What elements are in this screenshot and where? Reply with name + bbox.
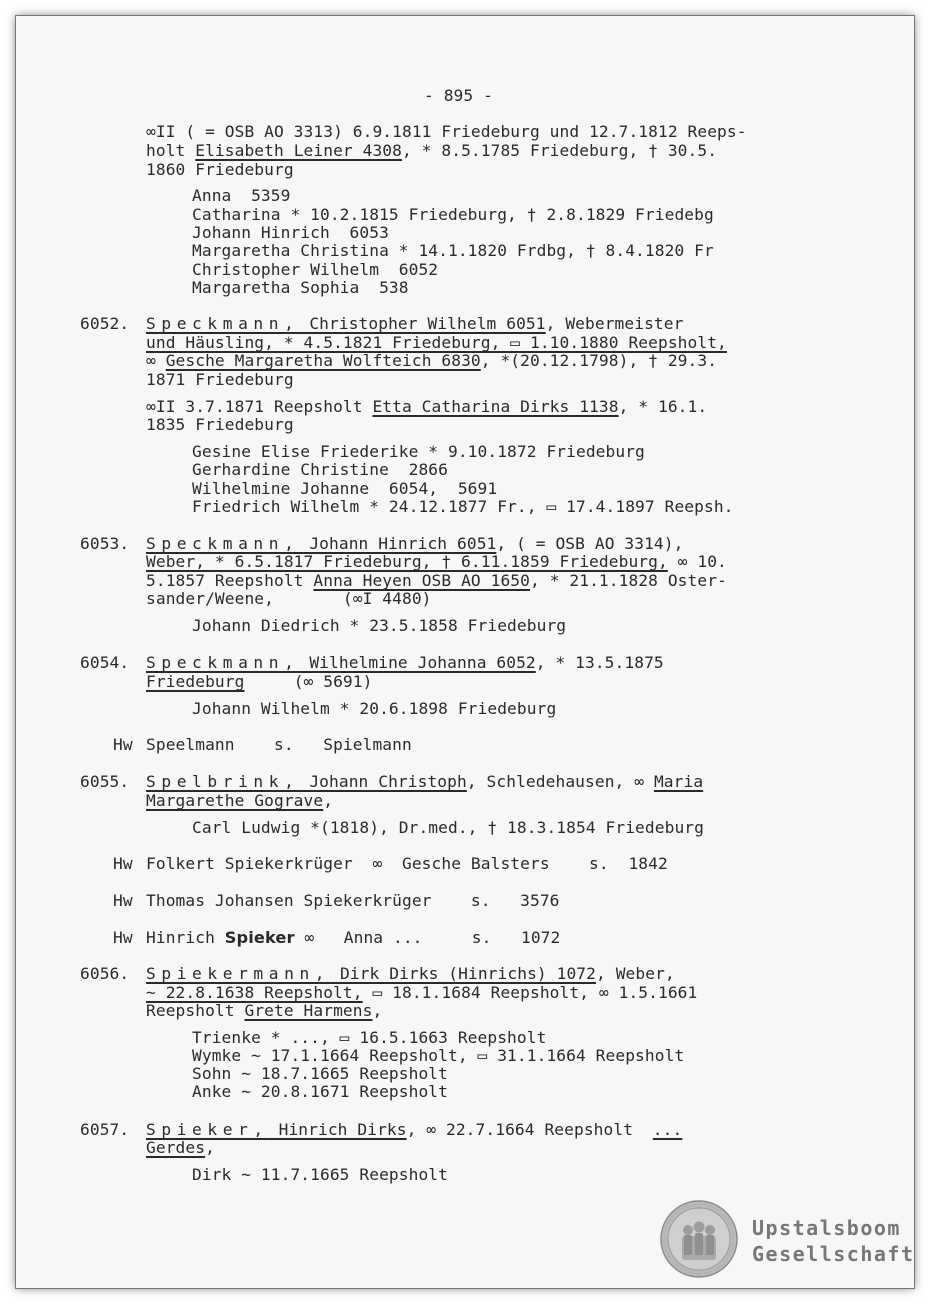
text-part: , [372, 1001, 383, 1020]
surname: Speckmann, [146, 314, 300, 333]
surname: Speckmann, [146, 653, 300, 672]
text-line: 1860 Friedeburg [146, 160, 294, 179]
text-line [146, 673, 372, 691]
cross-reference-text: Speelmann s. Spielmann [146, 735, 412, 754]
text-line [146, 792, 333, 810]
child-line: Johann Hinrich 6053 [192, 223, 389, 242]
text-part: , [205, 1138, 215, 1157]
text-part: Reepsholt [146, 1001, 245, 1020]
child-line: Friedrich Wilhelm * 24.12.1877 Fr., ▭ 17.4.1897 Reepsh. [192, 497, 734, 516]
given-names: Johann Hinrich 6051 [299, 534, 497, 553]
text-part: Hinrich [146, 928, 225, 947]
text-part: , ∞ 22.7.1664 Reepsholt [406, 1120, 653, 1139]
text-line: ∞II ( = OSB AO 3313) 6.9.1811 Friedeburg und 12.7.1812 Reeps- [146, 122, 747, 141]
text-part: holt [146, 141, 196, 160]
entry-number: 6054. [80, 653, 130, 672]
logo-line-1: Upstalsboom [752, 1216, 901, 1240]
entry-heading [146, 315, 683, 333]
text-part: ▭ 18.1.1684 Reepsholt, ∞ 1.5.1661 [362, 983, 698, 1002]
hw-marker: Hw [113, 928, 133, 947]
spouse-name: Grete Harmens [244, 1001, 373, 1020]
text-part: , ( = OSB AO 3314), [496, 534, 684, 553]
text-part: ~ 22.8.1638 Reepsholt, [146, 983, 363, 1002]
spouse-name: Gesche Margaretha Wolfteich 6830 [165, 351, 481, 370]
spouse-name: Gerdes [146, 1138, 206, 1157]
text-line [146, 553, 727, 571]
given-names: Hinrich Dirks [268, 1120, 407, 1139]
text-part: , * 8.5.1785 Friedeburg, † 30.5. [402, 141, 718, 160]
child-line: Margaretha Sophia 538 [192, 278, 409, 297]
entry-number: 6053. [80, 534, 130, 553]
text-part-bold: Spieker [224, 928, 295, 947]
given-names: Wilhelmine Johanna 6052 [299, 653, 536, 672]
child-line: Johann Diedrich * 23.5.1858 Friedeburg [192, 616, 567, 635]
text-line [146, 984, 697, 1002]
child-line: Sohn ~ 18.7.1665 Reepsholt [192, 1064, 448, 1083]
text-line: 1835 Friedeburg [146, 415, 294, 434]
entry-heading [146, 965, 675, 983]
text-line: sander/Weene, (∞I 4480) [146, 589, 432, 608]
surname: Spieker, [146, 1120, 269, 1139]
text-line [146, 142, 717, 160]
cross-reference-text [146, 929, 560, 947]
entry-number: 6057. [80, 1120, 130, 1139]
entry-number: 6052. [80, 314, 130, 333]
child-line: Gesine Elise Friederike * 9.10.1872 Friedeburg [192, 442, 645, 461]
child-line: Gerhardine Christine 2866 [192, 460, 448, 479]
text-part: 5.1857 Reepsholt [146, 571, 314, 590]
text-part: , * 13.5.1875 [535, 653, 664, 672]
hw-marker: Hw [113, 735, 133, 754]
entry-heading [146, 535, 683, 553]
child-line: Anna 5359 [192, 186, 291, 205]
text-line [146, 398, 707, 416]
spouse-name: Maria [653, 772, 704, 791]
text-part: ∞ Anna ... s. 1072 [294, 928, 561, 947]
text-part: Weber, * 6.5.1817 Friedeburg, † 6.11.1859 Friedeburg, [146, 552, 668, 571]
hw-marker: Hw [113, 891, 133, 910]
child-line: Wymke ~ 17.1.1664 Reepsholt, ▭ 31.1.1664 Reepsholt [192, 1046, 685, 1065]
surname: Speckmann, [146, 534, 300, 553]
text-part: , * 16.1. [618, 397, 708, 416]
child-line: Johann Wilhelm * 20.6.1898 Friedeburg [192, 699, 557, 718]
text-part: ∞ [146, 351, 166, 370]
text-part: , Weber, [596, 964, 675, 983]
spouse-name: Elisabeth Leiner 4308 [195, 141, 402, 160]
spouse-name: ... [652, 1120, 683, 1139]
text-part: ∞II 3.7.1871 Reepsholt [146, 397, 373, 416]
text-part: , *(20.12.1798), † 29.3. [480, 351, 718, 370]
entry-heading [146, 654, 664, 672]
given-names: Johann Christoph [299, 772, 467, 791]
spouse-name: Anna Heyen OSB AO 1650 [313, 571, 530, 590]
entry-number: 6055. [80, 772, 130, 791]
text-part: , Webermeister [545, 314, 684, 333]
logo-line-2: Gesellschaft [752, 1242, 915, 1266]
text-line [146, 1139, 215, 1157]
text-part: Friedeburg [146, 672, 245, 691]
text-part: ∞ 10. [667, 552, 727, 571]
text-line [146, 352, 717, 370]
entry-heading [146, 773, 703, 791]
child-line: Christopher Wilhelm 6052 [192, 260, 439, 279]
text-part: , Schledehausen, ∞ [466, 772, 654, 791]
text-line [146, 1002, 382, 1020]
spouse-name: Etta Catharina Dirks 1138 [372, 397, 619, 416]
surname: Spiekermann, [146, 964, 331, 983]
entry-number: 6056. [80, 964, 130, 983]
hw-marker: Hw [113, 854, 133, 873]
cross-reference-text: Thomas Johansen Spiekerkrüger s. 3576 [146, 891, 560, 910]
text-part: , [323, 791, 334, 810]
entry-heading [146, 1121, 682, 1139]
text-line [146, 572, 727, 590]
child-line: Anke ~ 20.8.1671 Reepsholt [192, 1082, 448, 1101]
spouse-name: Margarethe Gograve [146, 791, 324, 810]
given-names: Dirk Dirks (Hinrichs) 1072 [330, 964, 596, 983]
child-line: Wilhelmine Johanne 6054, 5691 [192, 479, 498, 498]
text-part: (∞ 5691) [244, 672, 373, 691]
child-line: Trienke * ..., ▭ 16.5.1663 Reepsholt [192, 1028, 547, 1047]
child-line: Catharina * 10.2.1815 Friedeburg, † 2.8.1829 Friedebg [192, 205, 714, 224]
text-line: und Häusling, * 4.5.1821 Friedeburg, ▭ 1.10.1880 Reepsholt, [146, 333, 727, 352]
surname: Spelbrink, [146, 772, 300, 791]
seal-icon [660, 1200, 738, 1278]
page-number: - 895 - [424, 86, 493, 105]
child-line: Dirk ~ 11.7.1665 Reepsholt [192, 1165, 448, 1184]
text-part: , * 21.1.1828 Oster- [530, 571, 727, 590]
child-line: Margaretha Christina * 14.1.1820 Frdbg, † 8.4.1820 Fr [192, 241, 714, 260]
child-line: Carl Ludwig *(1818), Dr.med., † 18.3.1854 Friedeburg [192, 818, 704, 837]
given-names: Christopher Wilhelm 6051 [299, 314, 546, 333]
text-line: 1871 Friedeburg [146, 370, 294, 389]
cross-reference-text: Folkert Spiekerkrüger ∞ Gesche Balsters s. 1842 [146, 854, 668, 873]
